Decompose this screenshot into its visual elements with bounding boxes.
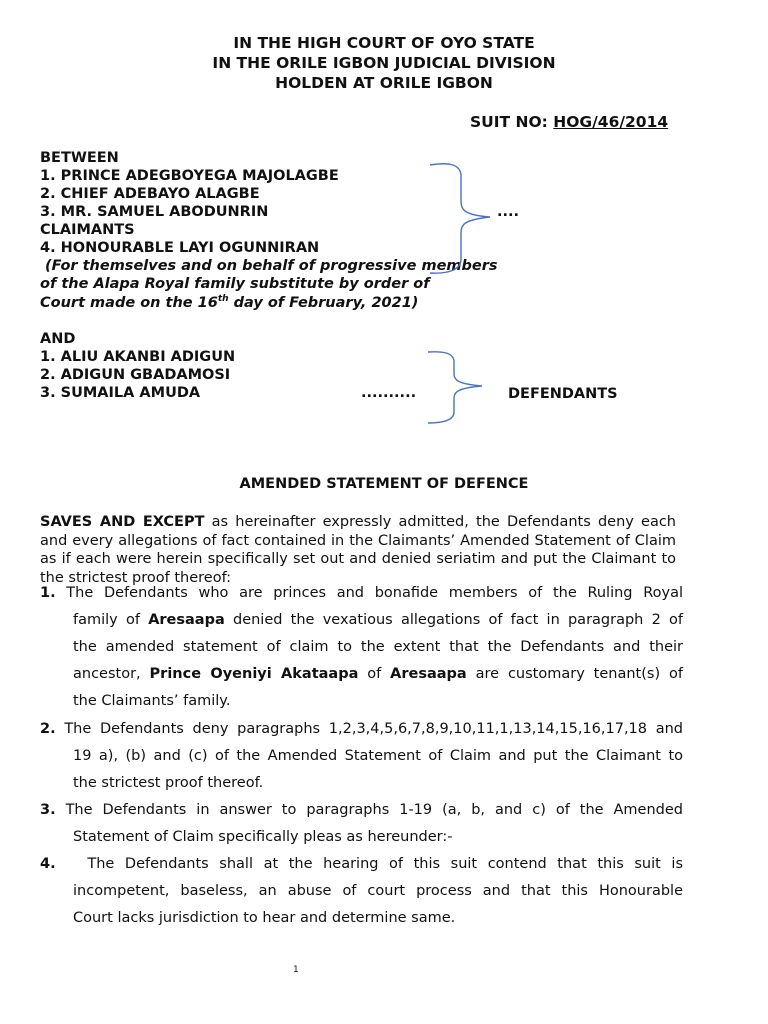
- paragraph-3: [40, 797, 683, 851]
- paragraph-1-number: 1.: [40, 585, 56, 601]
- intro-bold: SAVES AND EXCEPT: [40, 514, 205, 530]
- defendants-dots: ..........: [361, 385, 417, 401]
- suit-label: SUIT NO:: [470, 113, 548, 131]
- paragraph-4-number: 4.: [40, 856, 56, 872]
- defendants-role-label: DEFENDANTS: [508, 386, 618, 402]
- paragraph-2-line-1: 2. The Defendants deny paragraphs 1,2,3,4,5,6,7,8,9,10,11,1,13,14,15,16,17,18 and: [40, 721, 683, 737]
- paragraph-1-line-2: family of Aresaapa denied the vexatious allegations of fact in paragraph 2 of: [73, 612, 684, 628]
- paragraph-1-line-1: 1. The Defendants who are princes and bonafide members of the Ruling Royal: [40, 585, 683, 601]
- paragraph-3-line-1: 3. The Defendants in answer to paragraphs 1-19 (a, b, and c) of the Amended: [40, 802, 683, 818]
- claimant-2: 2. CHIEF ADEBAYO ALAGBE: [40, 186, 260, 202]
- intro-paragraph: [40, 513, 676, 587]
- claimants-role-label: CLAIMANTS: [40, 222, 135, 238]
- paragraph-2-line-2: 19 a), (b) and (c) of the Amended Statement of Claim and put the Claimant to: [73, 748, 683, 764]
- paragraph-4: [40, 851, 683, 932]
- claimants-note-line-2: of the Alapa Royal family substitute by order of: [40, 276, 430, 292]
- claimants-dots: ....: [497, 204, 520, 220]
- defendant-2: 2. ADIGUN GBADAMOSI: [40, 367, 231, 383]
- claimants-brace-icon: [428, 160, 498, 280]
- court-header-line-1: IN THE HIGH COURT OF OYO STATE: [233, 34, 535, 52]
- defendants-brace-icon: [426, 348, 486, 428]
- paragraph-4-line-3: Court lacks jurisdiction to hear and determine same.: [73, 910, 456, 926]
- note-date-prefix: Court made on the 16: [40, 294, 218, 311]
- paragraph-2-number: 2.: [40, 721, 56, 737]
- intro-text: as hereinafter expressly admitted, the Defendants deny each and every allegations of fact contained in the Claimants’ Amended Statement of Claim as if each were herein specifically set out and denied seriatim and put the Claimant to the strictest proof thereof:: [40, 514, 676, 586]
- paragraph-2-line-3: the strictest proof thereof.: [73, 775, 264, 791]
- paragraph-1-line-4: ancestor, Prince Oyeniyi Akataapa of Aresaapa are customary tenant(s) of: [73, 666, 683, 682]
- paragraph-1-line-3: the amended statement of claim to the extent that the Defendants and their: [73, 639, 683, 655]
- suit-number: [470, 113, 668, 131]
- claimants-note-line-1: (For themselves and on behalf of progressive members: [40, 258, 498, 274]
- page-number: 1: [293, 965, 299, 975]
- paragraph-3-line-2: Statement of Claim specifically pleas as hereunder:-: [73, 829, 453, 845]
- court-header-line-2: IN THE ORILE IGBON JUDICIAL DIVISION: [212, 54, 556, 72]
- claimant-4: 4. HONOURABLE LAYI OGUNNIRAN: [40, 240, 320, 256]
- paragraph-1-line-5: the Claimants’ family.: [73, 693, 231, 709]
- document-title: AMENDED STATEMENT OF DEFENCE: [239, 476, 529, 492]
- court-header-line-3: HOLDEN AT ORILE IGBON: [275, 74, 493, 92]
- between-label: BETWEEN: [40, 150, 119, 166]
- defendant-3: 3. SUMAILA AMUDA: [40, 385, 201, 401]
- paragraph-2: [40, 716, 683, 797]
- paragraph-4-line-1: 4. The Defendants shall at the hearing of this suit contend that this suit is: [40, 856, 683, 872]
- note-date-suffix: th: [217, 294, 229, 304]
- defendant-1: 1. ALIU AKANBI ADIGUN: [40, 349, 236, 365]
- paragraph-3-number: 3.: [40, 802, 56, 818]
- paragraph-1: [40, 580, 683, 715]
- claimant-3: 3. MR. SAMUEL ABODUNRIN: [40, 204, 269, 220]
- claimants-note-line-3: [40, 294, 418, 311]
- claimant-1: 1. PRINCE ADEGBOYEGA MAJOLAGBE: [40, 168, 339, 184]
- paragraph-4-line-2: incompetent, baseless, an abuse of court process and that this Honourable: [73, 883, 683, 899]
- and-label: AND: [40, 331, 76, 347]
- note-date-rest: day of February, 2021): [228, 294, 419, 311]
- suit-number-value: HOG/46/2014: [553, 113, 669, 131]
